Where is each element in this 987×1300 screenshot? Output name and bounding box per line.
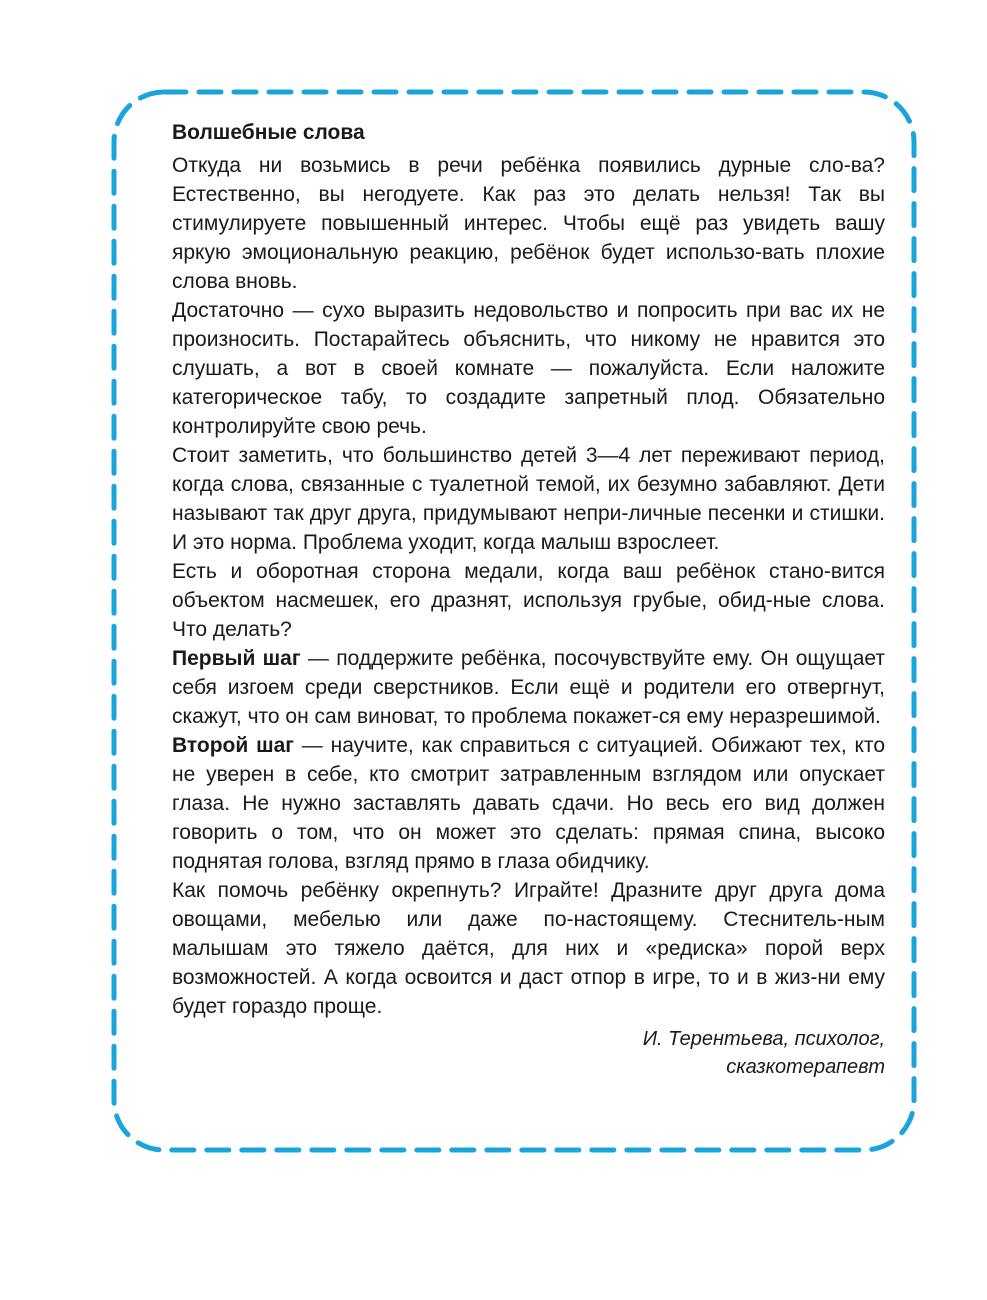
- paragraph-closing: Как помочь ребёнку окрепнуть? Играйте! Дразните друг друга дома овощами, мебелью или даже по-настоящему. Стеснитель-ным малышам это тяжело даётся, для них и «редиска» порой верх возможностей. А когда освоится и даст отпор в игре, то и в жиз-ни ему будет гораздо проще.: [172, 879, 885, 1018]
- signature-line-2: сказкотерапевт: [726, 1056, 885, 1078]
- paragraph-step-2: [172, 731, 885, 876]
- article: [172, 118, 885, 1081]
- paragraph: Откуда ни возьмись в речи ребёнка появились дурные сло-ва? Естественно, вы негодуете. Как раз это делать нельзя! Так вы стимулируете повышенный интерес. Чтобы ещё раз увидеть вашу яркую эмоциональную реакцию, ребёнок будет использо-вать плохие слова вновь.: [172, 154, 885, 293]
- step-2-text: — научите, как справиться с ситуацией. Обижают тех, кто не уверен в себе, кто смотрит затравленным взглядом или опускает глаза. Не нужно заставлять давать сдачи. Но весь его вид должен говорить о том, что он может это сделать: прямая спина, высоко поднятая голова, взгляд прямо в глаза обидчику.: [172, 734, 885, 873]
- paragraph-step-1: [172, 644, 885, 731]
- step-2-label: Второй шаг: [172, 734, 295, 757]
- paragraph: Достаточно — сухо выразить недовольство и попросить при вас их не произносить. Постарайтесь объяснить, что никому не нравится это слушать, а вот в своей комнате — пожалуйста. Если наложите категорическое табу, то создадите запретный плод. Обязательно контролируйте свою речь.: [172, 299, 885, 438]
- step-1-text: — поддержите ребёнка, посочувствуйте ему. Он ощущает себя изгоем среди сверстников. Если ещё и родители его отвергнут, скажут, что он сам виноват, то проблема покажет-ся ему неразрешимой.: [172, 647, 885, 728]
- paragraph: Есть и оборотная сторона медали, когда ваш ребёнок стано-вится объектом насмешек, его дразнят, используя грубые, обид-ные слова. Что делать?: [172, 560, 885, 641]
- signature-line-1: И. Терентьева, психолог,: [642, 1028, 885, 1050]
- paragraph: Стоит заметить, что большинство детей 3—4 лет переживают период, когда слова, связанные с туалетной темой, их безумно забавляют. Дети называют так друг друга, придумывают непри-личные песенки и стишки. И это норма. Проблема уходит, когда малыш взрослеет.: [172, 444, 885, 554]
- signature: [172, 1025, 885, 1081]
- step-1-label: Первый шаг: [172, 647, 301, 670]
- article-title: Волшебные слова: [172, 121, 365, 144]
